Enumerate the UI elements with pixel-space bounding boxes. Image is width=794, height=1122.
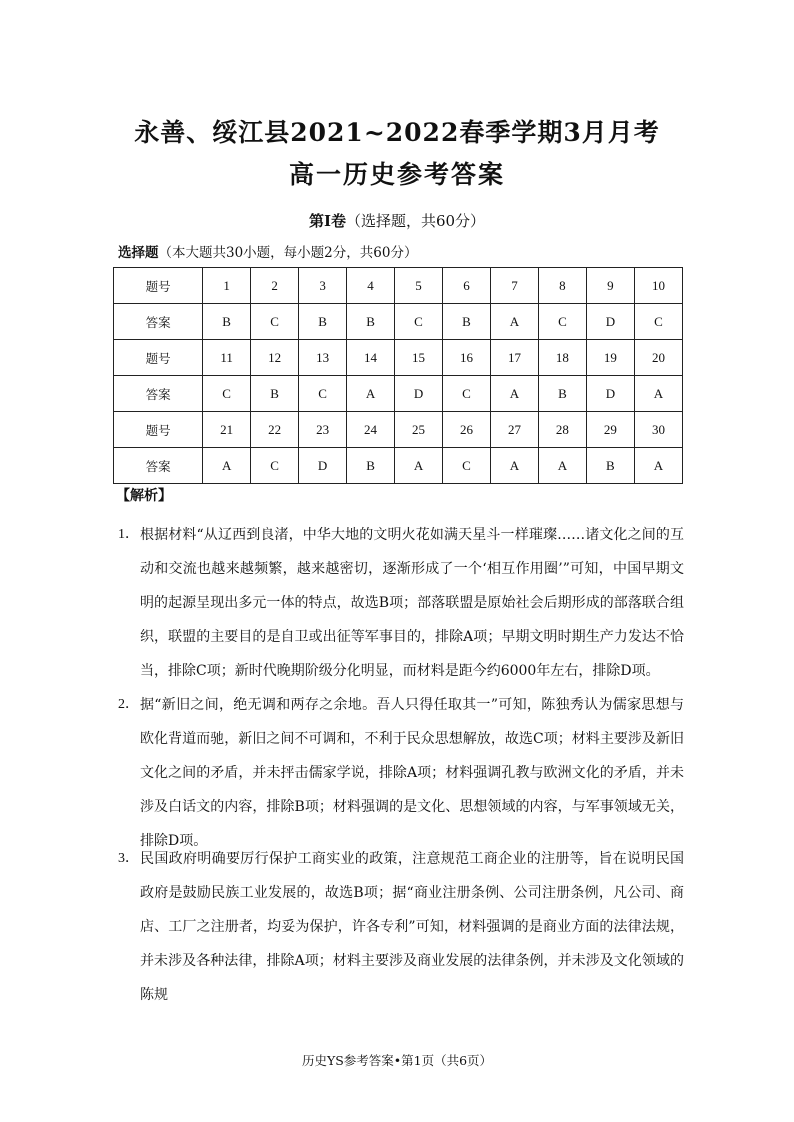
table-cell: C xyxy=(538,304,586,340)
item-text: 根据材料“从辽西到良渚，中华大地的文明火花如满天星斗一样璀璨……诸文化之间的互动和交流也越来越频繁，越来越密切，逐渐形成了一个‘相互作用圈’”可知，中国早期文明的起源呈现出多元一体的特点，故选B项；部落联盟是原始社会后期形成的部落联合组织，联盟的主要目的是自卫或出征等军事目的，排除A项；早期文明时期生产力发达不恰当，排除C项；新时代晚期阶级分化明显，而材料是距今约6000年左右，排除D项。 xyxy=(140,527,684,679)
table-cell: B xyxy=(347,448,395,484)
table-cell: A xyxy=(490,376,538,412)
table-cell: C xyxy=(251,304,299,340)
table-cell: 22 xyxy=(251,412,299,448)
table-cell: 29 xyxy=(586,412,634,448)
table-cell: 24 xyxy=(347,412,395,448)
row-header-cell: 答案 xyxy=(114,376,203,412)
answer-table xyxy=(113,267,683,484)
table-cell: C xyxy=(251,448,299,484)
table-cell: C xyxy=(443,448,491,484)
table-row xyxy=(114,448,683,484)
table-cell: B xyxy=(251,376,299,412)
section-desc: （选择题，共60分） xyxy=(345,212,486,230)
row-header-cell: 答案 xyxy=(114,304,203,340)
item-number: 1． xyxy=(118,527,139,542)
table-cell: 23 xyxy=(299,412,347,448)
table-cell: 3 xyxy=(299,268,347,304)
table-caption xyxy=(118,241,417,261)
table-cell: 12 xyxy=(251,340,299,376)
analysis-heading: 【解析】 xyxy=(116,488,172,504)
table-cell: A xyxy=(634,448,682,484)
table-cell: 9 xyxy=(586,268,634,304)
row-header-cell: 题号 xyxy=(114,412,203,448)
table-cell: A xyxy=(395,448,443,484)
analysis-item-2 xyxy=(118,688,684,858)
page-footer: 历史YS参考答案•第1页（共6页） xyxy=(301,1053,493,1068)
section-label: 第Ⅰ卷 xyxy=(308,212,346,230)
table-cell: A xyxy=(490,304,538,340)
table-cell: 30 xyxy=(634,412,682,448)
table-cell: 16 xyxy=(443,340,491,376)
table-row xyxy=(114,268,683,304)
table-cell: 18 xyxy=(538,340,586,376)
table-cell: 27 xyxy=(490,412,538,448)
table-cell: C xyxy=(203,376,251,412)
table-cell: 20 xyxy=(634,340,682,376)
section-heading xyxy=(0,210,794,231)
table-row xyxy=(114,340,683,376)
table-cell: A xyxy=(347,376,395,412)
table-cell: 5 xyxy=(395,268,443,304)
table-cell: B xyxy=(299,304,347,340)
table-cell: 15 xyxy=(395,340,443,376)
table-cell: B xyxy=(203,304,251,340)
table-cell: 6 xyxy=(443,268,491,304)
table-cell: B xyxy=(586,448,634,484)
table-cell: A xyxy=(203,448,251,484)
item-number: 2． xyxy=(118,697,139,712)
table-caption-label: 选择题 xyxy=(118,245,159,261)
table-cell: 28 xyxy=(538,412,586,448)
table-cell: D xyxy=(586,376,634,412)
table-cell: D xyxy=(299,448,347,484)
item-number: 3． xyxy=(118,851,139,866)
table-cell: 13 xyxy=(299,340,347,376)
analysis-item-3 xyxy=(118,842,684,1012)
table-cell: 19 xyxy=(586,340,634,376)
table-cell: 7 xyxy=(490,268,538,304)
table-cell: C xyxy=(634,304,682,340)
page-title: 永善、绥江县2021~2022春季学期3月月考 xyxy=(134,118,660,147)
table-cell: C xyxy=(443,376,491,412)
table-cell: 11 xyxy=(203,340,251,376)
table-cell: C xyxy=(395,304,443,340)
table-cell: 1 xyxy=(203,268,251,304)
table-cell: B xyxy=(347,304,395,340)
table-cell: A xyxy=(538,448,586,484)
table-cell: 25 xyxy=(395,412,443,448)
table-cell: D xyxy=(586,304,634,340)
row-header-cell: 题号 xyxy=(114,340,203,376)
row-header-cell: 题号 xyxy=(114,268,203,304)
table-cell: B xyxy=(443,304,491,340)
table-row xyxy=(114,412,683,448)
table-caption-desc: （本大题共30小题，每小题2分，共60分） xyxy=(158,245,418,261)
row-header-cell: 答案 xyxy=(114,448,203,484)
table-cell: D xyxy=(395,376,443,412)
table-cell: 2 xyxy=(251,268,299,304)
table-cell: 8 xyxy=(538,268,586,304)
table-cell: C xyxy=(299,376,347,412)
table-cell: 26 xyxy=(443,412,491,448)
analysis-item-1 xyxy=(118,518,684,688)
page-subtitle: 高一历史参考答案 xyxy=(288,160,505,189)
table-row xyxy=(114,304,683,340)
table-cell: 14 xyxy=(347,340,395,376)
table-cell: A xyxy=(490,448,538,484)
table-row xyxy=(114,376,683,412)
item-text: 据“新旧之间，绝无调和两存之余地。吾人只得任取其一”可知，陈独秀认为儒家思想与欧化背道而驰，新旧之间不可调和，不利于民众思想解放，故选C项；材料主要涉及新旧文化之间的矛盾，并未抨击儒家学说，排除A项；材料强调孔教与欧洲文化的矛盾，并未涉及白话文的内容，排除B项；材料强调的是文化、思想领域的内容，与军事领域无关，排除D项。 xyxy=(140,697,684,849)
table-cell: A xyxy=(634,376,682,412)
item-text: 民国政府明确要厉行保护工商实业的政策，注意规范工商企业的注册等，旨在说明民国政府是鼓励民族工业发展的，故选B项；据“商业注册条例、公司注册条例，凡公司、商店、工厂之注册者，均妥为保护，许各专利”可知，材料强调的是商业方面的法律法规，并未涉及各种法律，排除A项；材料主要涉及商业发展的法律条例，并未涉及文化领域的陈规 xyxy=(140,851,684,1003)
table-cell: 10 xyxy=(634,268,682,304)
table-cell: 21 xyxy=(203,412,251,448)
table-cell: B xyxy=(538,376,586,412)
table-cell: 17 xyxy=(490,340,538,376)
table-cell: 4 xyxy=(347,268,395,304)
